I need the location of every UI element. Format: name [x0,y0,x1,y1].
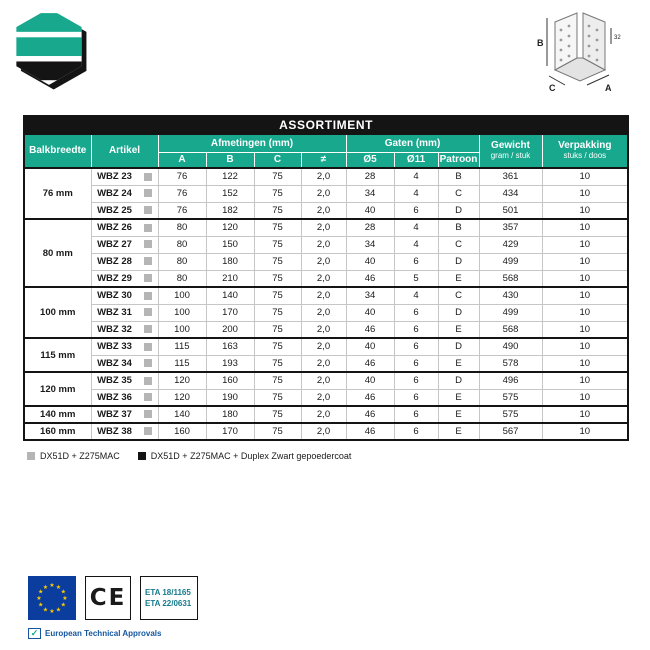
patroon-cell: E [438,270,479,287]
header-b: B [206,152,254,168]
c-cell: 75 [254,389,301,406]
table-row [24,304,628,321]
b-cell: 193 [206,355,254,372]
gewicht-cell: 575 [479,389,542,406]
b-cell: 190 [206,389,254,406]
gewicht-cell: 434 [479,185,542,202]
material-square [144,377,152,385]
balkbreedte-cell: 80 mm [24,219,91,287]
artikel-cell: WBZ 32 [91,321,138,338]
c-cell: 75 [254,219,301,236]
gewicht-cell: 357 [479,219,542,236]
c-cell: 75 [254,338,301,355]
material-square [144,427,152,435]
svg-text:★: ★ [36,596,42,603]
header-a: A [158,152,206,168]
material-square-cell [138,168,158,185]
header-patroon: Patroon [438,152,479,168]
table-row [24,287,628,304]
verpakking-cell: 10 [542,406,628,423]
o11-cell: 5 [394,270,438,287]
balkbreedte-cell: 140 mm [24,406,91,423]
brand-logo [10,8,88,95]
material-legend [27,451,351,461]
dikte-cell: 2,0 [301,423,346,440]
eu-flag [28,576,76,620]
header-afmetingen: Afmetingen (mm) [158,134,346,152]
material-square-cell [138,270,158,287]
material-square [144,274,152,282]
o11-cell: 6 [394,389,438,406]
o5-cell: 46 [346,406,394,423]
material-square-cell [138,355,158,372]
verpakking-cell: 10 [542,253,628,270]
header-gaten: Gaten (mm) [346,134,479,152]
patroon-cell: B [438,168,479,185]
c-cell: 75 [254,185,301,202]
c-cell: 75 [254,406,301,423]
a-cell: 76 [158,185,206,202]
o5-cell: 46 [346,321,394,338]
material-square-cell [138,236,158,253]
table-row [24,219,628,236]
patroon-cell: C [438,236,479,253]
c-cell: 75 [254,168,301,185]
material-square-cell [138,287,158,304]
a-cell: 140 [158,406,206,423]
artikel-cell: WBZ 26 [91,219,138,236]
assortiment-table [23,115,629,441]
balkbreedte-cell: 160 mm [24,423,91,440]
patroon-cell: D [438,304,479,321]
svg-text:★: ★ [62,596,68,603]
gewicht-cell: 501 [479,202,542,219]
b-cell: 120 [206,219,254,236]
artikel-cell: WBZ 36 [91,389,138,406]
dikte-cell: 2,0 [301,185,346,202]
o5-cell: 40 [346,304,394,321]
b-cell: 140 [206,287,254,304]
o5-cell: 40 [346,253,394,270]
b-cell: 152 [206,185,254,202]
o5-cell: 40 [346,202,394,219]
o11-cell: 6 [394,202,438,219]
c-cell: 75 [254,236,301,253]
verpakking-cell: 10 [542,185,628,202]
o5-cell: 46 [346,270,394,287]
o11-cell: 6 [394,423,438,440]
header-dikte: ≠ [301,152,346,168]
a-cell: 120 [158,372,206,389]
artikel-cell: WBZ 30 [91,287,138,304]
diagram-label-b: B [537,38,544,48]
a-cell: 115 [158,338,206,355]
artikel-cell: WBZ 38 [91,423,138,440]
o11-cell: 6 [394,406,438,423]
diagram-label-c: C [549,83,556,93]
verpakking-cell: 10 [542,168,628,185]
table-row [24,406,628,423]
b-cell: 180 [206,253,254,270]
o11-cell: 4 [394,219,438,236]
dikte-cell: 2,0 [301,355,346,372]
table-row [24,236,628,253]
table-title: ASSORTIMENT [24,116,628,134]
patroon-cell: E [438,355,479,372]
material-square-cell [138,406,158,423]
o11-cell: 4 [394,236,438,253]
svg-text:★: ★ [60,602,66,609]
gewicht-cell: 496 [479,372,542,389]
artikel-cell: WBZ 23 [91,168,138,185]
o11-cell: 6 [394,372,438,389]
header-artikel: Artikel [91,134,158,168]
b-cell: 210 [206,270,254,287]
artikel-cell: WBZ 24 [91,185,138,202]
verpakking-cell: 10 [542,321,628,338]
material-square [144,292,152,300]
certification-marks [28,576,198,620]
patroon-cell: D [438,202,479,219]
svg-text:★: ★ [42,584,49,591]
verpakking-cell: 10 [542,372,628,389]
o11-cell: 6 [394,253,438,270]
svg-text:★: ★ [38,589,44,596]
o11-cell: 4 [394,287,438,304]
o11-cell: 6 [394,355,438,372]
a-cell: 120 [158,389,206,406]
a-cell: 115 [158,355,206,372]
a-cell: 160 [158,423,206,440]
material-square [144,206,152,214]
verpakking-cell: 10 [542,338,628,355]
patroon-cell: D [438,253,479,270]
legend-square-gray [27,452,35,460]
artikel-cell: WBZ 29 [91,270,138,287]
o5-cell: 40 [346,372,394,389]
dikte-cell: 2,0 [301,372,346,389]
a-cell: 100 [158,321,206,338]
svg-text:★: ★ [38,602,44,609]
table-row [24,389,628,406]
assortiment-table-body [24,168,628,440]
artikel-cell: WBZ 25 [91,202,138,219]
verpakking-cell: 10 [542,355,628,372]
b-cell: 200 [206,321,254,338]
o5-cell: 34 [346,236,394,253]
verpakking-cell: 10 [542,270,628,287]
b-cell: 170 [206,423,254,440]
diagram-label-a: A [605,83,612,93]
dikte-cell: 2,0 [301,270,346,287]
o11-cell: 6 [394,321,438,338]
table-row [24,202,628,219]
dikte-cell: 2,0 [301,168,346,185]
balkbreedte-cell: 120 mm [24,372,91,406]
material-square-cell [138,423,158,440]
o5-cell: 34 [346,287,394,304]
o5-cell: 46 [346,389,394,406]
artikel-cell: WBZ 34 [91,355,138,372]
material-square [144,393,152,401]
legend-label-duplex: DX51D + Z275MAC + Duplex Zwart gepoedercoat [150,451,352,461]
patroon-cell: E [438,423,479,440]
dikte-cell: 2,0 [301,321,346,338]
material-square-cell [138,202,158,219]
material-square [144,224,152,232]
dikte-cell: 2,0 [301,304,346,321]
material-square-cell [138,185,158,202]
table-row [24,355,628,372]
dikte-cell: 2,0 [301,236,346,253]
b-cell: 182 [206,202,254,219]
header-verpakking [542,134,628,168]
material-square [144,410,152,418]
verpakking-cell: 10 [542,423,628,440]
eta-number-1: ETA 18/1165 [145,587,191,597]
table-row [24,423,628,440]
material-square [144,325,152,333]
header-gewicht-title: Gewicht [491,140,530,152]
o11-cell: 6 [394,338,438,355]
eta-number-2: ETA 22/0631 [145,598,192,608]
header-gewicht-unit: gram / stuk [490,151,531,161]
artikel-cell: WBZ 35 [91,372,138,389]
verpakking-cell: 10 [542,236,628,253]
o5-cell: 40 [346,338,394,355]
material-square-cell [138,389,158,406]
table-row [24,321,628,338]
header-o11: Ø11 [394,152,438,168]
patroon-cell: E [438,321,479,338]
artikel-cell: WBZ 28 [91,253,138,270]
material-square-cell [138,321,158,338]
gewicht-cell: 567 [479,423,542,440]
diagram-label-32: 32 [614,35,621,41]
gewicht-cell: 429 [479,236,542,253]
eta-box [140,576,198,620]
verpakking-cell: 10 [542,202,628,219]
material-square [144,308,152,316]
c-cell: 75 [254,304,301,321]
table-row [24,253,628,270]
hexagon-logo-graphic [10,8,88,90]
table-row [24,372,628,389]
gewicht-cell: 568 [479,270,542,287]
verpakking-cell: 10 [542,219,628,236]
dikte-cell: 2,0 [301,287,346,304]
b-cell: 150 [206,236,254,253]
material-square [144,343,152,351]
balkbreedte-cell: 115 mm [24,338,91,372]
gewicht-cell: 568 [479,321,542,338]
legend-square-black [138,452,146,460]
gewicht-cell: 499 [479,253,542,270]
svg-text:★: ★ [60,589,66,596]
material-square-cell [138,219,158,236]
checkmark-icon: ✓ [28,628,41,639]
o11-cell: 4 [394,168,438,185]
verpakking-cell: 10 [542,287,628,304]
c-cell: 75 [254,423,301,440]
product-diagram [523,6,635,115]
a-cell: 80 [158,236,206,253]
dikte-cell: 2,0 [301,253,346,270]
artikel-cell: WBZ 27 [91,236,138,253]
patroon-cell: C [438,287,479,304]
table-row [24,270,628,287]
patroon-cell: B [438,219,479,236]
c-cell: 75 [254,202,301,219]
material-square-cell [138,372,158,389]
dikte-cell: 2,0 [301,202,346,219]
c-cell: 75 [254,287,301,304]
material-square-cell [138,253,158,270]
gewicht-cell: 361 [479,168,542,185]
dikte-cell: 2,0 [301,219,346,236]
material-square-cell [138,338,158,355]
patroon-cell: C [438,185,479,202]
header-c: C [254,152,301,168]
o11-cell: 6 [394,304,438,321]
gewicht-cell: 575 [479,406,542,423]
artikel-cell: WBZ 33 [91,338,138,355]
balkbreedte-cell: 100 mm [24,287,91,338]
material-square [144,240,152,248]
c-cell: 75 [254,321,301,338]
b-cell: 160 [206,372,254,389]
b-cell: 170 [206,304,254,321]
eta-approvals-label: European Technical Approvals [45,629,162,638]
artikel-cell: WBZ 37 [91,406,138,423]
patroon-cell: D [438,338,479,355]
header-balkbreedte: Balkbreedte [24,134,91,168]
gewicht-cell: 499 [479,304,542,321]
a-cell: 100 [158,287,206,304]
b-cell: 180 [206,406,254,423]
material-square [144,173,152,181]
patroon-cell: D [438,372,479,389]
material-square-cell [138,304,158,321]
legend-label-standard: DX51D + Z275MAC [40,451,120,461]
header-o5: Ø5 [346,152,394,168]
table-row [24,338,628,355]
o5-cell: 28 [346,219,394,236]
bracket-sketch [547,13,611,85]
eta-approvals [28,628,161,639]
svg-text:★: ★ [42,607,49,614]
o5-cell: 28 [346,168,394,185]
o5-cell: 46 [346,423,394,440]
c-cell: 75 [254,253,301,270]
b-cell: 163 [206,338,254,355]
o5-cell: 46 [346,355,394,372]
table-row [24,168,628,185]
material-square [144,359,152,367]
c-cell: 75 [254,372,301,389]
a-cell: 80 [158,219,206,236]
b-cell: 122 [206,168,254,185]
gewicht-cell: 578 [479,355,542,372]
header-gewicht [479,134,542,168]
artikel-cell: WBZ 31 [91,304,138,321]
a-cell: 80 [158,270,206,287]
material-square [144,189,152,197]
svg-text:★: ★ [55,584,62,591]
o5-cell: 34 [346,185,394,202]
legend-item-standard [27,451,120,461]
table-title-row [24,116,628,134]
balkbreedte-cell: 76 mm [24,168,91,219]
material-square [144,257,152,265]
table-header-row-1 [24,134,628,152]
a-cell: 80 [158,253,206,270]
patroon-cell: E [438,389,479,406]
c-cell: 75 [254,270,301,287]
gewicht-cell: 430 [479,287,542,304]
a-cell: 76 [158,168,206,185]
a-cell: 100 [158,304,206,321]
verpakking-cell: 10 [542,389,628,406]
a-cell: 76 [158,202,206,219]
ce-mark: CE [85,576,131,620]
header-verpakking-title: Verpakking [558,140,612,152]
o11-cell: 4 [394,185,438,202]
dikte-cell: 2,0 [301,389,346,406]
verpakking-cell: 10 [542,304,628,321]
gewicht-cell: 490 [479,338,542,355]
svg-text:★: ★ [49,609,55,616]
dikte-cell: 2,0 [301,338,346,355]
svg-text:★: ★ [55,607,62,614]
dikte-cell: 2,0 [301,406,346,423]
c-cell: 75 [254,355,301,372]
legend-item-duplex [138,451,352,461]
patroon-cell: E [438,406,479,423]
table-row [24,185,628,202]
header-verpakking-unit: stuks / doos [563,151,607,161]
svg-text:★: ★ [49,583,55,590]
